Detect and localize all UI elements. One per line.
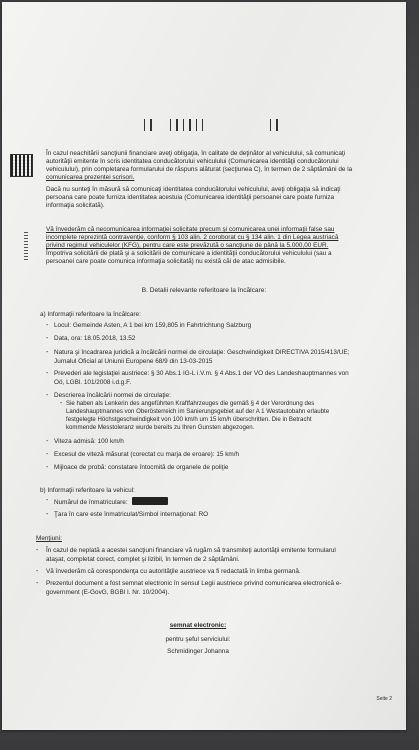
intro-line: autorităţii emitente în scris identitatea conducătorului vehiculului (Comunicarea identităţii conducătorului <box>46 158 339 165</box>
intro-line: persoana care poate furniza identitatea acestuia (Comunicarea identităţii persoanei care poate furniza <box>46 194 335 201</box>
intro-line: În cazul neachitării sancţiunii financiare aveţi obligaţia, în calitate de deţinător al vehiculului, să comunicaţi <box>46 150 346 157</box>
signature-line: pentru şeful serviciului: <box>165 636 231 643</box>
description-text: Sie haben als Lenkerin des angeführten Kraftfahrzeuges die gemäß § 4 der Verordnung des <box>66 400 315 407</box>
mention-1: ataşat, completat corect, complet şi lizibil, în termen de 2 săptămâni. <box>46 556 240 563</box>
barcode-center <box>170 119 203 131</box>
evidence: Mijloace de probă: constatare întocmită de organele de poliţie <box>54 464 229 471</box>
country: Ţara în care este înmatriculat/Simbol internaţional: RO <box>54 511 209 518</box>
legal-provisions: Prevederi ale legislaţiei austriece: § 30 Abs.1 IG-L i.V.m. § 4 Abs.1 der VO des Landeshauptmannes von <box>54 370 349 377</box>
plate-number <box>54 497 168 507</box>
description-text: festgelegte Höchstgeschwindigkeit von 100 km/h um 15 km/h überschritten. Die in Betracht <box>66 416 312 423</box>
warning-line: persoanei care poate comunica informaţia solicitată) nu există căi de atac admisibile. <box>46 258 286 265</box>
description-text: kommende Messtoleranz wurde bereits zu Ihren Gunsten abgezogen. <box>66 424 255 431</box>
description-label: Descrierea încălcării normei de circulaţie: <box>54 392 171 399</box>
mention-2: Vă învederăm că corespondenţa cu autorităţile austriece va fi redactată în limba germană. <box>46 568 301 575</box>
mention-1: În cazul de neplată a acestei sancţiuni financiare vă rugăm să transmiteţi autorităţii emitente formularul <box>46 547 336 554</box>
warning-line: Vă învederăm că necomunicarea informaţiei solicitate precum şi comunicarea unei informaţii false sau <box>46 226 335 233</box>
redacted-plate <box>132 497 168 505</box>
speed-excess: Excesul de viteză măsurat (corectat cu marja de eroare): 15 km/h <box>54 451 240 458</box>
mentions-heading: Menţiuni: <box>36 535 62 542</box>
signature-name: Schmidinger Johanna <box>167 648 229 655</box>
vehicle-heading: b) Informaţii referitoare la vehicul: <box>40 487 135 494</box>
location: Locul: Gemeinde Asten, A 1 bei km 159,805 in Fahrtrichtung Salzburg <box>54 322 252 329</box>
offence-nature: Natura şi încadrarea juridică a încălcării normei de circulaţie: Geschwindigkeit DIRECTIVA 2015/413/UE; <box>54 349 350 356</box>
legal-provisions: Oö, LGBl. 101/2008 i.d.g.F. <box>54 379 132 386</box>
date-time: Data, ora: 18.05.2018, 13.52 <box>54 335 136 342</box>
intro-line: comunicarea prezentei scrisori. <box>46 174 135 181</box>
allowed-speed: Viteza admisă: 100 km/h <box>54 438 124 445</box>
barcode-left <box>144 119 152 131</box>
intro-line: informaţia solicitată). <box>46 202 105 209</box>
intro-line: Dacă nu sunteţi în măsură să comunicaţi identitatea conducătorului vehiculului, aveţi obligaţia să indicaţi <box>46 186 341 193</box>
mention-3: government (E-GovG, BGBl I. Nr. 10/2004). <box>46 589 170 596</box>
side-code <box>24 232 28 260</box>
page-number: Seite 2 <box>376 696 392 702</box>
warning-line: incomplete reprezintă contravenţie, conform § 103 alin. 2 coroborat cu § 134 alin. 1 din Legea austriacă <box>46 234 339 241</box>
plate-label: Numărul de înmatriculare: <box>54 499 128 506</box>
section-a-heading: a) Informaţii referitoare la încălcare: <box>40 311 141 318</box>
mention-3: Prezentul document a fost semnat electronic în sensul Legii austriece privind comunicarea electronică e- <box>46 580 342 587</box>
section-b-title: B. Detalii relevante referitoare la încălcare: <box>141 287 267 294</box>
document-page: În cazul neachitării sancţiunii financiare aveţi obligaţia, în calitate de deţinător al vehiculului, să comunicaţi autorităţii emitente în scris identitatea conducătorului vehiculului (Comunicarea identităţii conducătorului vehiculului), prin completarea formularului de răspuns alăturat (secţiunea C), în termen de 2 săptămâni de la comunicarea prezentei scrisori. Dacă nu sunteţi în măsură să comunicaţi identitatea conducătorului vehiculului, aveţi obligaţia să indicaţi persoana care poate furniza identitatea acestuia (Comunicarea identităţii persoanei care poate furniza informaţia solicitată). Vă învederăm că necomunicarea informaţiei solicitate precum şi comunicarea unei informaţii false sau incomplete reprezintă contravenţie, conform § 103 alin. 2 coroborat cu § 134 alin. 1 din Legea austriacă privind regimul vehiculelor (KFG), pentru care este prevăzută o sancţiune de până la 5.000,00 EUR. Împotriva solicitării de plată şi a solicitării de comunicare a identităţii conducătorului vehiculului (sau a persoanei care poate comunica informaţia solicitată) nu există căi de atac admisibile. B. Detalii relevante referitoare la încălcare: a) Informaţii referitoare la încălcare: - Locul: Gemeinde Asten, A 1 bei km 159,805 in Fahrtrichtung Salzburg - Data, ora: 18.05.2018, 13.52 - Natura şi încadrarea juridică a încălcării normei de circulaţie: Geschwindigkeit DIRECTIVA 2015/413/UE; Jurnalul Oficial al Uniunii Europene 68/9 din 13-03-2015 - Prevederi ale legislaţiei austriece: § 30 Abs.1 IG-L i.V.m. § 4 Abs.1 der VO des Landeshauptmannes von Oö, LGBl. 101/2008 i.d.g.F. - Descrierea încălcării normei de circulaţie: - Sie haben als Lenkerin des angeführten Kraftfahrzeuges die gemäß § 4 der Verordnung des Landeshauptmannes von Oberösterreich im Sanierungsgebiet auf der A 1 Westautobahn erlaubte festgelegte Höchstgeschwindigkeit von 100 km/h um 15 km/h überschritten. Die in Betracht kommende Messtoleranz wurde bereits zu Ihren Gunsten abgezogen. - Viteza admisă: 100 km/h - Excesul de viteză măsurat (corectat cu marja de eroare): 15 km/h - Mijloace de probă: constatare întocmită de organele de poliţie b) Informaţii referitoare la vehicul: - Numărul de înmatriculare: - Ţara în care este înmatriculat/Simbol internaţional: RO Menţiuni: - În cazul de neplată a acestei sancţiuni financiare vă rugăm să transmiteţi autorităţii emitente formularul ataşat, completat corect, complet şi lizibil, în termen de 2 săptămâni. - Vă învederăm că corespondenţa cu autorităţile austriece va fi redactată în limba germană. - Prezentul document a fost semnat electronic în sensul Legii austriece privind comunicarea electronică e- government (E-GovG, BGBl I. Nr. 10/2004). semnat electronic: pentru şeful serviciului: Schmidinger Johanna Seite 2 <box>2 2 406 730</box>
description-text: Landeshauptmannes von Oberösterreich im Sanierungsgebiet auf der A 1 Westautobahn erlaubte <box>66 408 330 415</box>
offence-nature: Jurnalul Oficial al Uniunii Europene 68/9 din 13-03-2015 <box>54 358 213 365</box>
qr-code <box>10 154 33 177</box>
signature-title: semnat electronic: <box>169 622 227 629</box>
warning-line: privind regimul vehiculelor (KFG), pentru care este prevăzută o sancţiune de până la 5.000,00 EUR. <box>46 242 329 249</box>
intro-line: vehiculului), prin completarea formularului de răspuns alăturat (secţiunea C), în termen de 2 săptămâni de la <box>46 166 353 173</box>
barcode-right <box>270 119 278 131</box>
warning-line: Împotriva solicitării de plată şi a solicitării de comunicare a identităţii conducătorului vehiculului (sau a <box>46 250 332 257</box>
